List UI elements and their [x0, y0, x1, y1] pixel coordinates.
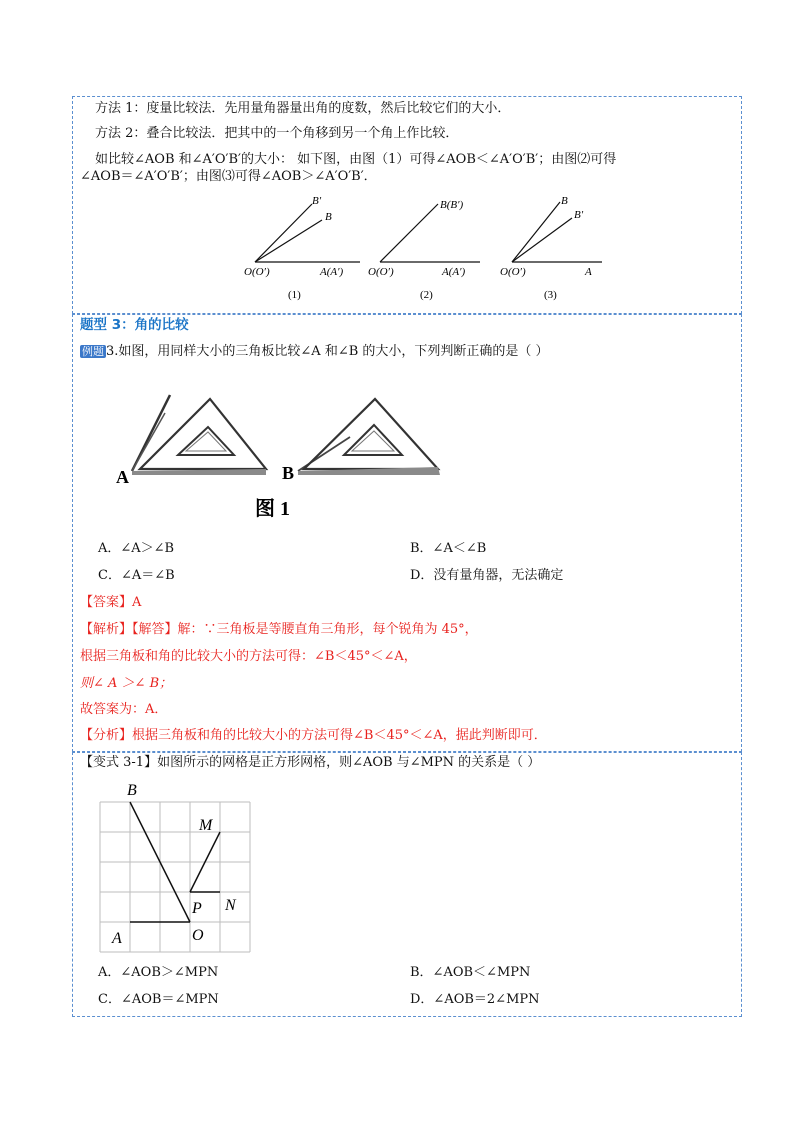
fig2-ray-b-label: B(B′): [440, 199, 464, 211]
fig3-caption: (3): [544, 289, 557, 301]
option-c[interactable]: C．∠A＝∠B: [98, 568, 175, 583]
analysis-line-4: 故答案为：A．: [80, 702, 168, 717]
example-badge: 例题: [82, 345, 104, 358]
figure-label-b: B: [282, 463, 295, 483]
point-a-label: A: [112, 930, 122, 947]
point-b-label: B: [127, 782, 137, 799]
analysis-line-2: 根据三角板和角的比较大小的方法可得：∠B＜45°＜∠A，: [80, 649, 417, 664]
point-m-label: M: [199, 817, 213, 834]
question-text: 3.如图，用同样大小的三角板比较∠A 和∠B 的大小，下列判断正确的是（ ）: [106, 344, 549, 359]
point-o-label: O: [192, 927, 204, 944]
figure-2: [368, 199, 480, 301]
example-box: [72, 314, 742, 752]
grid-figure: [95, 775, 265, 955]
set-square-b: [282, 399, 440, 483]
variant-option-d[interactable]: D．∠AOB＝2∠MPN: [410, 992, 540, 1007]
figure-1: [244, 195, 360, 301]
point-p-label: P: [192, 900, 202, 917]
analysis-line-1: 【解析】【解答】解：∵三角板是等腰直角三角形，每个锐角为 45°，: [80, 622, 478, 637]
analysis-line-5: 【分析】根据三角板和角的比较大小的方法可得∠B＜45°＜∠A，据此判断即可．: [80, 728, 547, 743]
answer-text: 【答案】A: [80, 595, 142, 610]
fig1-caption: (1): [288, 289, 301, 301]
point-n-label: N: [225, 897, 236, 914]
figure-3: [500, 195, 602, 301]
fig1-ray-a-label: A(A′): [320, 266, 344, 278]
option-b[interactable]: B．∠A＜∠B: [410, 541, 487, 556]
fig2-caption: (2): [420, 289, 433, 301]
grid-lines: [100, 802, 250, 952]
set-square-a: [116, 395, 266, 487]
angle-comparison-figures: [230, 190, 610, 305]
fig1-vertex-label: O(O′): [244, 266, 270, 278]
fig3-ray-b2-label: B′: [574, 209, 584, 221]
option-a[interactable]: A．∠A＞∠B: [98, 541, 175, 556]
variant-option-c[interactable]: C．∠AOB＝∠MPN: [98, 992, 219, 1007]
fig3-vertex-label: O(O′): [500, 266, 526, 278]
method-1-text: 方法 1：度量比较法．先用量角器量出角的度数，然后比较它们的大小．: [95, 101, 511, 116]
fig3-ray-b-label: B: [561, 195, 568, 207]
fig3-ray-a-label: A: [585, 266, 592, 278]
figure-caption: 图 1: [255, 498, 290, 520]
section-heading: 题型 3：角的比较: [80, 317, 189, 333]
fig1-ray-b2-label: B′: [312, 195, 322, 207]
analysis-line-3: 则∠ A ＞∠ B；: [80, 676, 173, 691]
figure-label-a: A: [116, 467, 129, 487]
example-question: [80, 343, 549, 361]
variant-question: 【变式 3-1】如图所示的网格是正方形网格，则∠AOB 与∠MPN 的关系是（ ）: [80, 755, 541, 770]
fig2-ray-a-label: A(A′): [442, 266, 466, 278]
example-text-line-2: ∠AOB＝∠A′O′B′；由图⑶可得∠AOB＞∠A′O′B′．: [80, 169, 377, 184]
option-d[interactable]: D．没有量角器，无法确定: [410, 568, 564, 583]
variant-option-b[interactable]: B．∠AOB＜∠MPN: [410, 965, 531, 980]
fig1-ray-b-label: B: [325, 211, 332, 223]
variant-option-a[interactable]: A．∠AOB＞∠MPN: [98, 965, 219, 980]
triangle-ruler-figure: [110, 385, 460, 525]
fig2-vertex-label: O(O′): [368, 266, 394, 278]
method-2-text: 方法 2：叠合比较法．把其中的一个角移到另一个角上作比较．: [95, 126, 459, 141]
example-text-line-1: 如比较∠AOB 和∠A′O′B′的大小： 如下图，由图（1）可得∠AOB＜∠A′O′B′；由图⑵可得: [95, 152, 617, 167]
